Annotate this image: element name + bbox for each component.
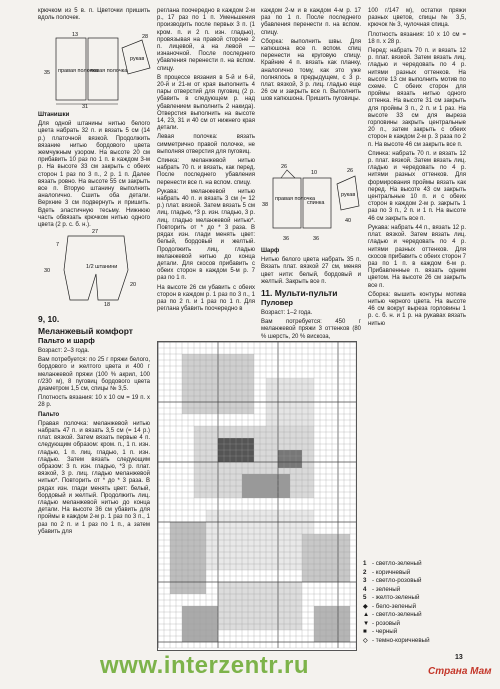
column-1-coat [38, 312, 150, 538]
legend-symbol: 2 [363, 568, 367, 576]
site-watermark: www.interzentr.ru [100, 652, 309, 679]
dim-30: 30 [44, 268, 51, 274]
scarf-title: Шарф [261, 248, 280, 254]
pullover-diagram [261, 160, 361, 246]
column-1 [38, 8, 150, 24]
dim-40: 40 [345, 218, 352, 224]
dim-38: 38 [262, 202, 269, 208]
col2-back: Спинка: меланжевой нитью набрать 70 п. и вязать, как перед. После последнего убавления перенести все п. на вспом. спицу. [157, 158, 255, 186]
legend-item [363, 560, 430, 569]
legend-symbol: ■ [363, 628, 367, 635]
legend-symbol: 5 [363, 594, 367, 601]
col4-front: Перед: набрать 70 п. и вязать 12 р. плат. вязкой. Затем вязать лиц. гладью и чередовать по 4 р. нитями разных оттенков. На высоте 13 см выполнить мотив по схеме. С обеих сторон для проймы вязать нитью одного оттенка. На высоте 31 см закрыть для проймы 3 п., 2 п. и 1 раз. На высоте 33 см для выреза горловины закрыть центральные 20 п., затем закрыть с обеих сторон в каждом 2-м р. 3 раза по 2 п. На высоте 46 см закрыть все п. [368, 48, 466, 148]
dim-35: 35 [44, 70, 51, 76]
dim-31: 31 [82, 104, 89, 108]
legend-label: - черный [372, 628, 398, 635]
dim-7: 7 [56, 242, 60, 248]
legend-symbol: 4 [363, 585, 367, 593]
legend-symbol: ◇ [363, 636, 368, 644]
legend-symbol: ▲ [363, 611, 370, 618]
text-flowers: крючком из 5 в. п. Цветочки пришить вдоль полочек. [38, 8, 150, 22]
section-number: 9, 10. [38, 314, 60, 324]
pants-text: Для одной штанины нитью белого цвета набрать 32 п. и вязать 5 см (14 р.) платочной вязкой. Продолжить вязание нитью бордового цвета жемчужным узором. На высоте 20 см прибавить 10 раз по 1 п. в каждом 3-м р. На высоте 33 см закрыть с обеих сторон 1 раз по 3 п., 2 р. 1 п. Далее вязать ровно. На высоте 55 см закрыть все п. Вторую штанину выполнить аналогично. Сшить оба детали. Верхние 3 см подвернуть и пришить. Вдеть эластичную тесьму. Нижнюю часть обвязать крючком нитью одного цвета (2 р. с. б. н.). [38, 121, 150, 229]
legend-item [363, 586, 430, 595]
section-subtitle: Пальто и шарф [38, 336, 95, 345]
label-pullover-sleeve: рукав [341, 192, 356, 198]
knitting-chart [157, 341, 357, 651]
label-half-pants: 1/2 штанини [86, 264, 118, 270]
section-title: Меланжевый комфорт [38, 326, 133, 336]
label-pullover-front: правая полочка [275, 196, 316, 202]
pullover-schematic [261, 160, 361, 246]
column-3 [261, 8, 361, 106]
pullover-age: Возраст: 1–2 года. [261, 310, 313, 317]
legend-label: - светло-розовый [372, 577, 422, 584]
dim-13: 13 [72, 32, 79, 38]
col4-back: Спинка: набрать 70 п. и вязать 12 р. плат. вязкой. Затем вязать лиц. гладью и чередовать по 4 р. нитями разных оттенков. Для формирования проймы вязать как перед. На высоте 43 см закрыть центральные 10 п. и с обеих сторон в каждом 2-м р. закрыть 1 раз по 3 п., 2 п. и 1 п. На высоте 46 см закрыть все п. [368, 150, 466, 222]
column-4 [368, 8, 466, 330]
column-1-pants [38, 112, 150, 231]
column-2 [157, 8, 255, 315]
pants-schematic [42, 226, 142, 308]
legend-label: - светло-зеленый [372, 611, 422, 618]
coat-diagram [42, 28, 154, 108]
dim-28: 28 [142, 34, 149, 40]
label-right-front: правая полочка [58, 68, 99, 74]
legend-label: - розовый [372, 619, 400, 627]
chart-legend [363, 560, 430, 645]
pullover-title: 11. Мульти-пульти [261, 288, 338, 299]
legend-symbol: 1 [363, 560, 367, 567]
legend-symbol: ▼ [363, 619, 370, 627]
coat-schematic [42, 28, 154, 108]
col3-p1: каждом 2-м и в каждом 4-м р. 17 раз по 1 п. После последнего убавления перенести п. на вспом. спицу. [261, 8, 361, 36]
density-text: Плотность вязания: 10 х 10 см = 19 п. х 28 р. [38, 395, 150, 409]
page-number: 13 [455, 654, 463, 661]
col4-density: Плотность вязания: 10 х 10 см = 18 п. х 28 р. [368, 31, 466, 45]
strana-mam-logo: Страна Мам [428, 666, 492, 677]
legend-label: - зеленый [372, 585, 401, 593]
materials-text: Вам потребуется: по 25 г пряжи белого, бордового и желтого цвета и 400 г меланжевой пряжи (100 % акрил, 100 г/230 м), 8 пуговиц бордового цвета диаметром 1,5 см, спицы № 3,5. [38, 357, 150, 393]
coat-title: Пальто [38, 411, 60, 418]
col2-p2: В процессе вязания в 5-й и 6-й, 20-й и 21-м от края выполнить 4 пары отверстий для пуговиц (2 р. убавить в следующем р. над убавлением выполнить 2 накида). Отверстия выполнить на высоте 14, 23, 31 и 40 см от нижнего края детали. [157, 74, 255, 132]
col4-assembly: Сборка: вышить контуры мотива нитью черного цвета. На высоте 46 см вокруг выреза горловины 1 р. с. б. н. и 1 р. на рукавах вязать нитью [368, 291, 466, 327]
pants-diagram [42, 226, 142, 308]
dim-27: 27 [92, 229, 99, 235]
dim-36b: 36 [313, 236, 320, 242]
legend-item [363, 620, 430, 629]
legend-item [363, 569, 430, 578]
legend-label: - желто-зеленый [372, 594, 420, 601]
right-front-text: Правая полочка: меланжевой нитью набрать 47 п. и вязать 3,5 см (= 14 р.) плат. вязкой. Затем вязать первые 4 п. следующим образом: кром. п., 1 п. изн. гладью, 1 п. лиц. гладью, 1 п. изн. гладью. Затем вязать следующим образом: 3 п. изн. гладью, *3 р. плат. вязкой, 3 р. лиц. гладью меланжевой нитью*. Повторить от * до * 3 раза. В рядах изн. глади менять цвет: белый, бордовый и желтый. Продолжить лиц. гладью меланжевой нитью до конца детали. На высоте 36 см убавить для проймы в каждом 2-м р. 1 раз по 3 п., 1 раз по 2 п. и 1 раз по 1 п., а затем убавить для [38, 420, 150, 535]
col3-assembly: Сборка: выполнить швы. Для капюшона все п. вспом. спиц перенести на круговую спицу. Крайние 4 п. вязать как планку, аналогично тому, как это уже полнялось в предыдущем, с 3 р. плат. вязкой, 3 р. лиц. гладью еще 26 см и закрыть все п. Выполнить шов капюшона. Пришить пуговицы. [261, 38, 361, 103]
legend-label: - темно-коричневый [372, 636, 430, 644]
label-sleeve: рукав [130, 56, 145, 62]
dim-26: 26 [281, 164, 288, 170]
dim-18: 18 [104, 302, 111, 308]
knitting-chart-grid [158, 342, 356, 650]
label-left-front: левая полочка [90, 68, 128, 74]
col2-p1: реглана поочередно в каждом 2-м р., 17 раз по 1 п. Уменьшения производить после первых 3 п. (1 кром. п. и 2 п. изн. гладью), провязывая на правой стороне 2 п. лицевой, а на левой — изнаночной. После последнего убавления перенести п. на вспом. спицу. [157, 8, 255, 72]
legend-item [363, 577, 430, 586]
col4-sleeve: Рукава: набрать 44 п., вязать 12 р. плат. вязкой. Затем вязать лиц. гладью и чередовать по 4 р. нитями разных оттенков. Для скосов прибавить с обеих сторон 7 раз по 1 п. в каждом 6-м р. Прибавленные п. вязать одним цветом. На высоте 26 см закрыть все п. [368, 224, 466, 289]
dim-26b: 26 [347, 168, 354, 174]
dim-36: 36 [283, 236, 290, 242]
dim-10: 10 [311, 170, 318, 176]
col4-p0: 100 г/147 м), остатки пряжи разных цветов, спицы № 3,5, крючок № 3, чулочная спица. [368, 8, 466, 29]
legend-label: - бело-зеленый [372, 602, 417, 610]
dim-20: 20 [130, 282, 137, 288]
scarf-text: Нитью белого цвета набрать 35 п. Вязать плат. вязкой 27 см, меняя цвет нити: белый, бордовый и желтый. Закрыть все п. [261, 257, 361, 285]
legend-item [363, 611, 430, 620]
column-3-lower [261, 248, 361, 343]
legend-item [363, 637, 430, 646]
col2-sleeve: Рукава: меланжевой нитью набрать 40 п. и вязать 3 см (= 12 р.) плат. вязкой. Затем вязать 5 см лиц. гладью, *3 р. изн. гладью, 3 р. лиц. гладью меланжевой нитью*. Повторить от * до * 3 раза. В рядах изн. глади менять цвет: белый, бордовый и желтый. Продолжить лиц. гладью меланжевой нитью до конца детали. Для скосов прибавить с обеих сторон в каждом 5-м р. 7 раз по 1 п. [157, 188, 255, 282]
label-pullover-back: спинка [307, 200, 325, 206]
legend-item [363, 603, 430, 612]
pants-title: Штанишки [38, 112, 70, 118]
pullover-subtitle: Пуловер [261, 298, 293, 308]
legend-label: - коричневый [372, 568, 411, 576]
age-text: Возраст: 2–3 года. [38, 348, 90, 354]
legend-item [363, 594, 430, 603]
pullover-materials: Вам потребуется: 450 г меланжевой пряжи 3 оттенков (80 % шерсть, 20 % вискоза, [261, 319, 361, 340]
legend-label: - светло-зеленый [372, 560, 422, 567]
legend-symbol: 3 [363, 577, 367, 584]
col2-p3: На высоте 26 см убавить с обеих сторон в каждом р. 1 раз по 3 п., 1 раз по 2 п. и 1 раз по 1 п. Для реглана убавить поочередно в [157, 284, 255, 313]
legend-item [363, 628, 430, 637]
col2-left: Левая полочка: вязать симметрично правой полочке, не выполняя отверстия для пуговиц. [157, 134, 255, 155]
legend-symbol: ◆ [363, 602, 368, 610]
